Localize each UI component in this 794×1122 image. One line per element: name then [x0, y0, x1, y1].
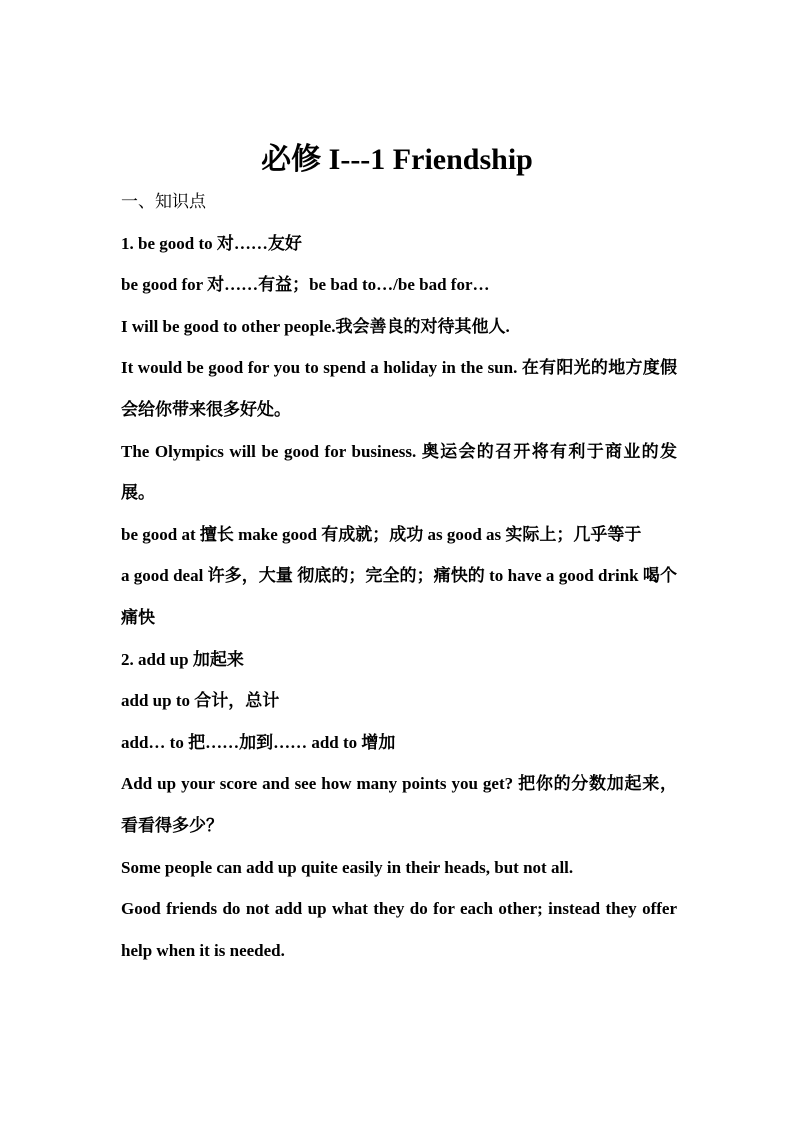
paragraph-line: be good at 擅长 make good 有成就；成功 as good as 实际上；几乎等于 — [121, 524, 642, 544]
paragraph-line: 2. add up 加起来 — [121, 649, 244, 669]
paragraph-line: I will be good to other people.我会善良的对待其他人. — [121, 316, 510, 336]
paragraph-line: be good for 对……有益；be bad to…/be bad for… — [121, 275, 490, 295]
paragraph-line: add up to 合计，总计 — [121, 691, 280, 711]
paragraph-line: Add up your score and see how many points you get? 把你的分数加起来，看看得多少？ — [121, 774, 677, 835]
paragraph-line: a good deal 许多，大量 彻底的；完全的；痛快的 to have a good drink 喝个痛快 — [121, 566, 677, 627]
page-title: 必修 I---1 Friendship — [261, 143, 533, 176]
section-heading: 一、知识点 — [121, 192, 206, 211]
paragraph-line: add… to 把……加到…… add to 增加 — [121, 732, 396, 752]
paragraph-line: 1. be good to 对……友好 — [121, 233, 302, 253]
paragraph-line: It would be good for you to spend a holiday in the sun. 在有阳光的地方度假会给你带来很多好处。 — [121, 358, 677, 419]
document-body — [121, 181, 677, 971]
paragraph-line: The Olympics will be good for business. 奥运会的召开将有利于商业的发展。 — [121, 441, 677, 503]
paragraph-line: Good friends do not add up what they do for each other; instead they offer help when it is needed. — [121, 899, 677, 960]
paragraph-line: Some people can add up quite easily in their heads, but not all. — [121, 857, 574, 877]
